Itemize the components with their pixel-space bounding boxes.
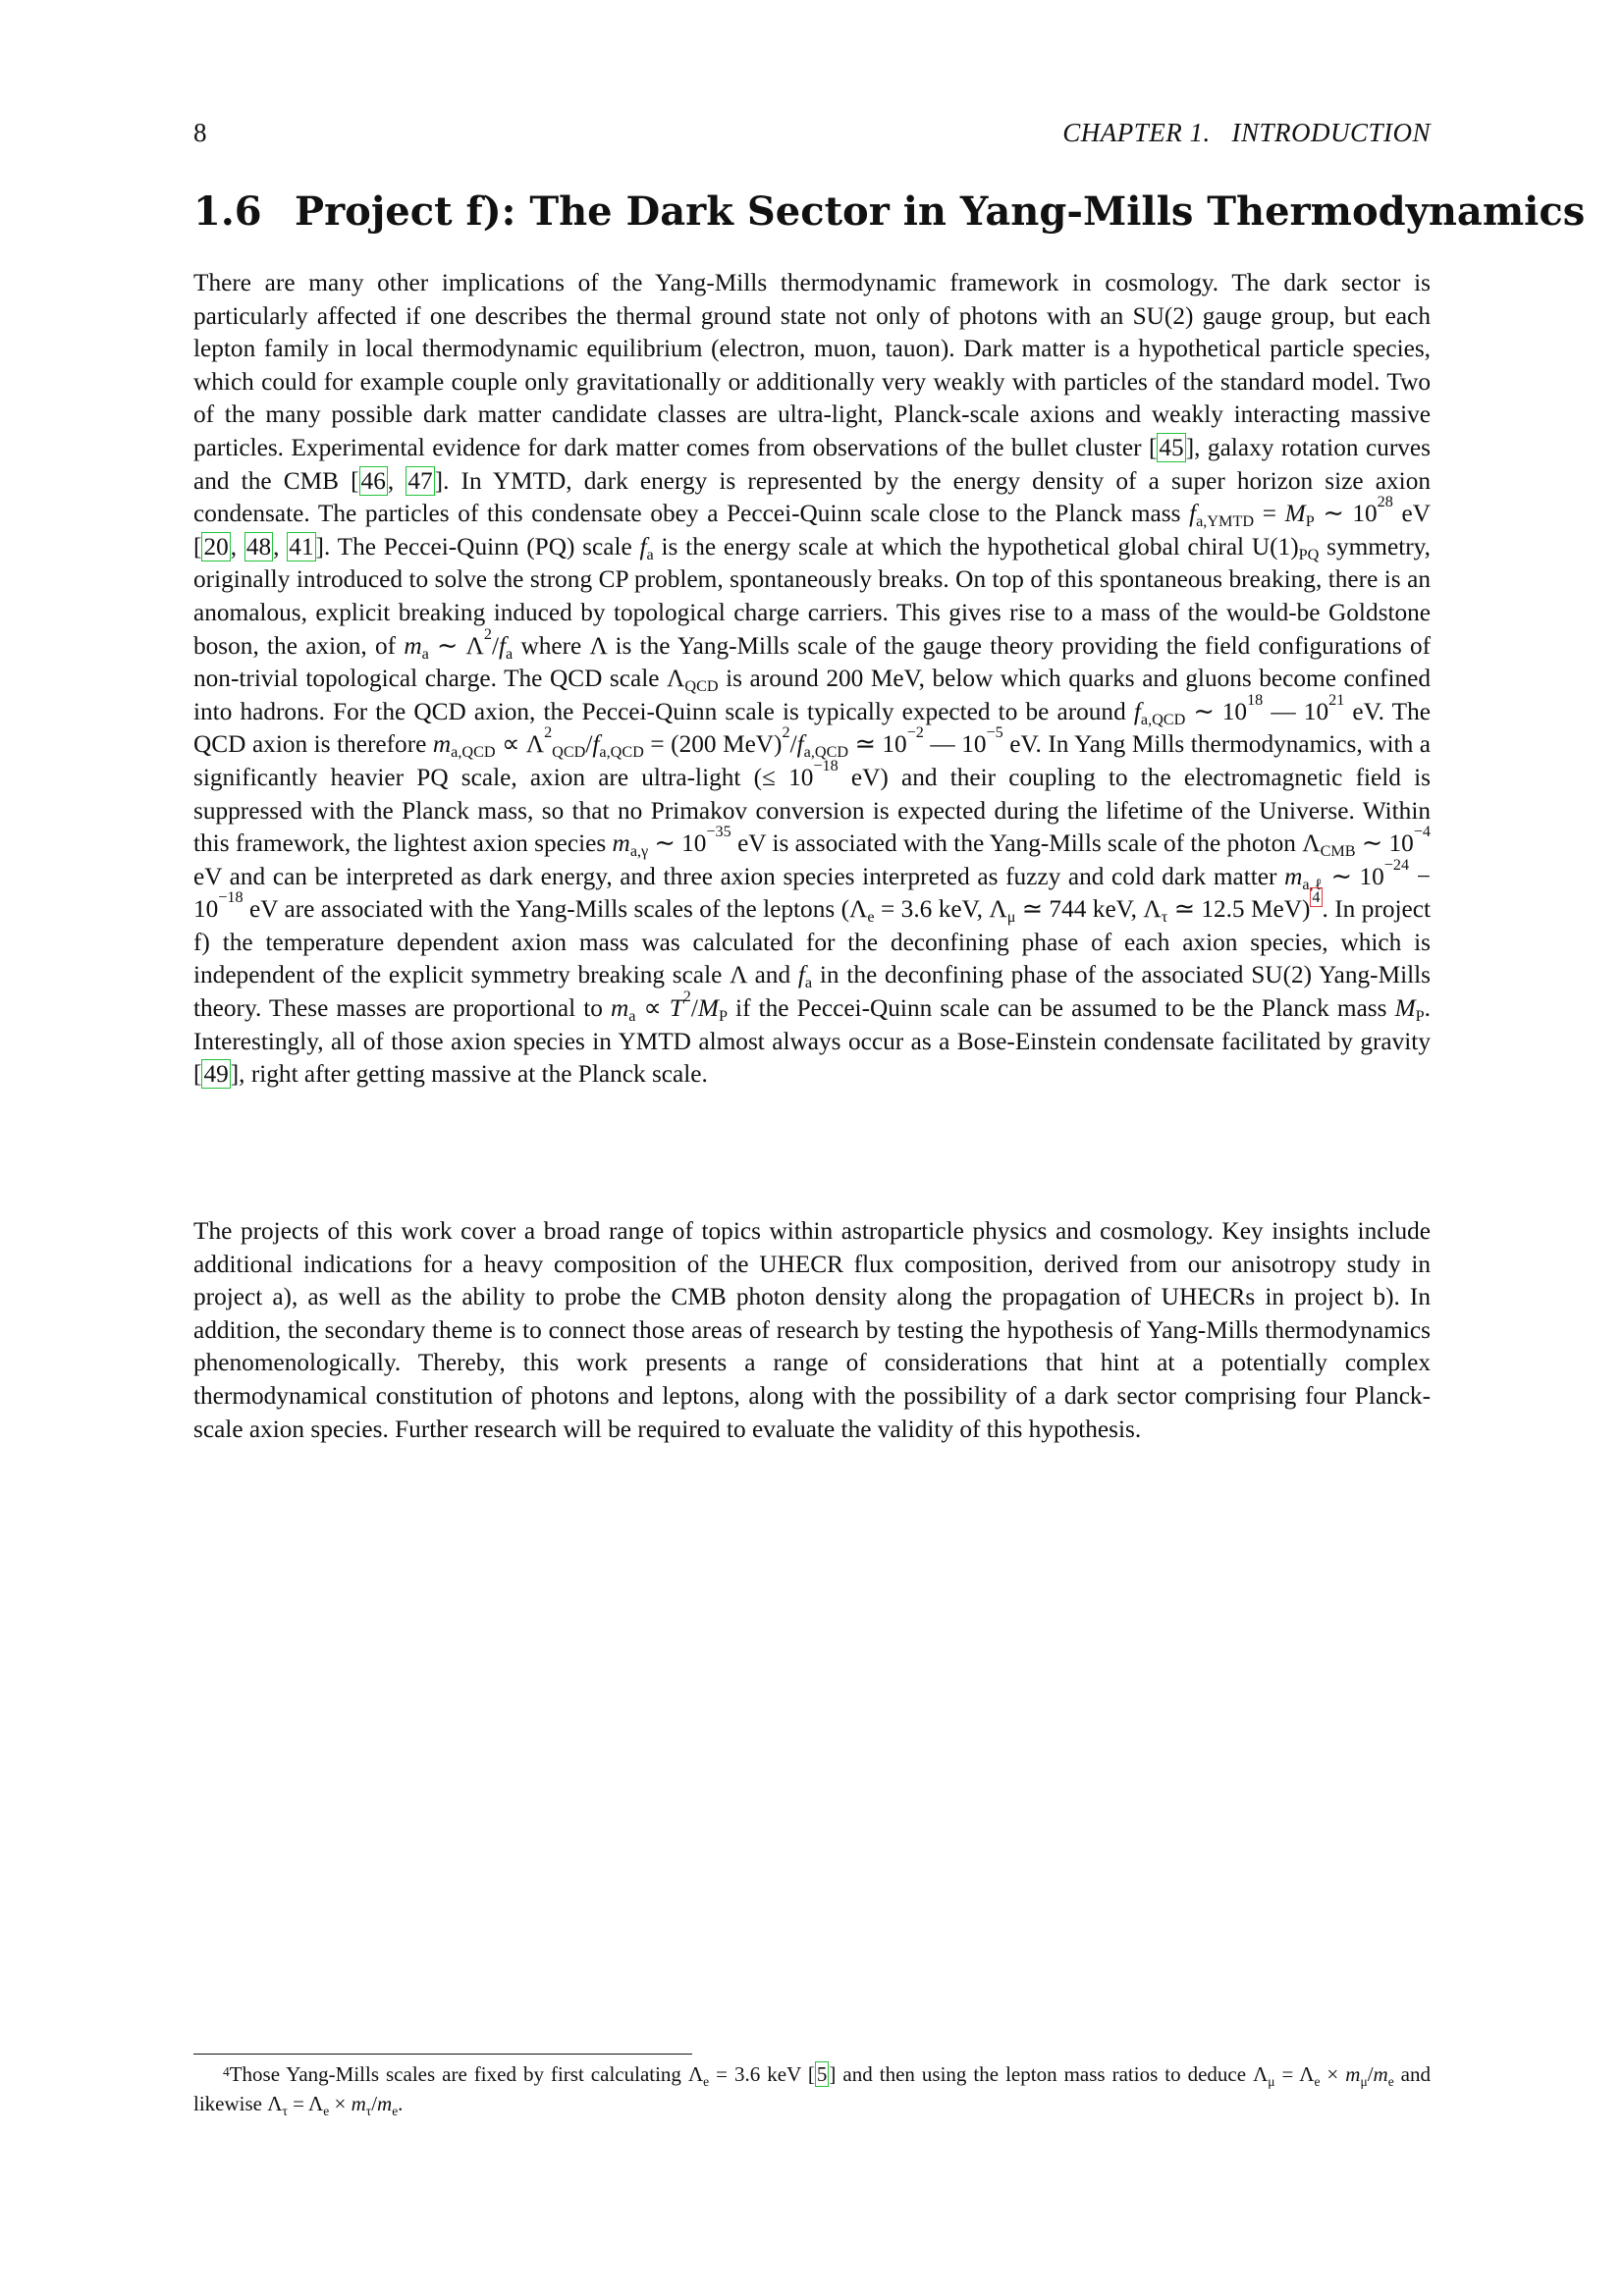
- summary-text: The projects of this work cover a broad range of topics within astroparticle physics and cosmology. Key insights include additional indications for a heavy composition of the UHECR flux composition, derived from our anisotropy study in project a), as well as the ability to probe the CMB photon density along the propagation of UHECRs in project b). In addition, the secondary theme is to connect those areas of research by testing the hypothesis of Yang-Mills thermodynamics phenomenologically. Thereby, this work presents a range of considerations that hint at a potentially complex thermodynamical constitution of photons and leptons, along with the possibility of a dark sector comprising four Planck-scale axion species. Further research will be required to evaluate the validity of this hypothesis.: [193, 1217, 1431, 1443]
- page-number: 8: [193, 118, 207, 147]
- section-title: [193, 188, 1586, 235]
- paragraph-dark-sector: There are many other implications of the Yang-Mills thermodynamic framework in cosmology. The dark sector is particularly affected if one describes the thermal ground state not only of photons with an SU(2) gauge group, but each lepton family in local thermodynamic equilibrium (electron, muon, tauon). Dark matter is a hypothetical particle species, which could for example couple only gravitationally or additionally very weakly with particles of the standard model. Two of the many possible dark matter candidate classes are ultra-light, Planck-scale axions and weakly interacting massive particles. Experimental evidence for dark matter comes from observations of the bullet cluster [45], galaxy rotation curves and the CMB [46, 47]. In YMTD, dark energy is represented by the energy density of a super horizon size axion condensate. The particles of this condensate obey a Peccei-Quinn scale close to the Planck mass $f_{a,YMTD} = M_P$ ∼ $10^{28}$ eV [20, 48, 41]. The Peccei-Quinn (PQ) scale $f_a$ is the energy scale at which the hypothetical global chiral $U(1)_{PQ}$ symmetry, originally introduced to solve the strong CP problem, spontaneously breaks. On top of this spontaneous breaking, there is an anomalous, explicit breaking induced by topological charge carriers. This gives rise to a mass of the would-be Goldstone boson, the axion, of $m_a$ ∼ $\Lambda^2/f_a$ where Λ is the Yang-Mills scale of the gauge theory providing the field configurations of non-trivial topological charge. The QCD scale $\Lambda_{QCD}$ is around 200 MeV, below which quarks and gluons become confined into hadrons. For the QCD axion, the Peccei-Quinn scale is typically expected to be around $f_{a,QCD}$ ∼ $10^{18}$ — $10^{21}$ eV. The QCD axion is therefore $m_{a,QCD} \propto \Lambda^2_{QCD}/f_{a,QCD} = (200$ $MeV)^2/f_{a,QCD}$ ≃ $10^{-2}$ — $10^{-5}$ eV. In Yang Mills thermodynamics, with a significantly heavier PQ scale, axion are ultra-light (≤ $10^{-18}$ eV) and their coupling to the electromagnetic field is suppressed with the Planck mass, so that no Primakov conversion is expected during the lifetime of the Universe. Within this framework, the lightest axion species $m_{a,\gamma}$ ∼ $10^{-35}$ eV is associated with the Yang-Mills scale of the photon $\Lambda_{CMB}$ ∼ $10^{-4}$ eV and can be interpreted as dark energy, and three axion species interpreted as fuzzy and cold dark matter $m_{a,\ell}$ ∼ $10^{-24} - 10^{-18}$ eV are associated with the Yang-Mills scales of the leptons ($\Lambda_e = 3.6$ keV, $\Lambda_\mu$ ≃ 744 keV, $\Lambda_\tau$ ≃ 12.5 MeV) $^4$. In project f) the temperature dependent axion mass was calculated for the deconfining phase of each axion species, which is independent of the explicit symmetry breaking scale Λ and $f_a$ in the deconfining phase of the associated SU(2) Yang-Mills theory. These masses are proportional to $m_a \propto T^2/M_P$ if the Peccei-Quinn scale can be assumed to be the Planck mass $M_P$. Interestingly, all of those axion species in YMTD almost always occur as a Bose-Einstein condensate facilitated by gravity [49], right after getting massive at the Planck scale.: [193, 269, 1432, 1089]
- footnote-mark: 4: [223, 2064, 230, 2079]
- paragraph-summary: [193, 1215, 1431, 1446]
- citation-link[interactable]: 20: [203, 532, 229, 561]
- citation-link[interactable]: 45: [1159, 433, 1184, 461]
- section-number: 1.6: [193, 188, 262, 235]
- citation-link[interactable]: 48: [245, 532, 272, 561]
- citation-link[interactable]: 41: [289, 532, 314, 561]
- citation-link[interactable]: 5: [816, 2062, 828, 2086]
- footnote: $^4$Those Yang-Mills scales are fixed by first calculating $\Lambda_e = 3.6$ keV [5] and then using the lepton mass ratios to deduce $\Lambda_\mu = \Lambda_e \times m_\mu/m_e$ and likewise $\Lambda_\tau = \Lambda_e \times m_\tau/m_e$.: [193, 2062, 1432, 2118]
- section-title-text: Project f): The Dark Sector in Yang-Mills Thermodynamics: [295, 188, 1586, 235]
- citation-link[interactable]: 46: [360, 466, 386, 495]
- footnote-rule: [193, 2054, 692, 2055]
- citation-link[interactable]: 49: [203, 1060, 229, 1089]
- running-head: [193, 118, 1431, 151]
- footnote-link[interactable]: 4: [1312, 888, 1321, 907]
- citation-link[interactable]: 47: [407, 466, 433, 495]
- chapter-label: CHAPTER 1. INTRODUCTION: [1062, 118, 1431, 147]
